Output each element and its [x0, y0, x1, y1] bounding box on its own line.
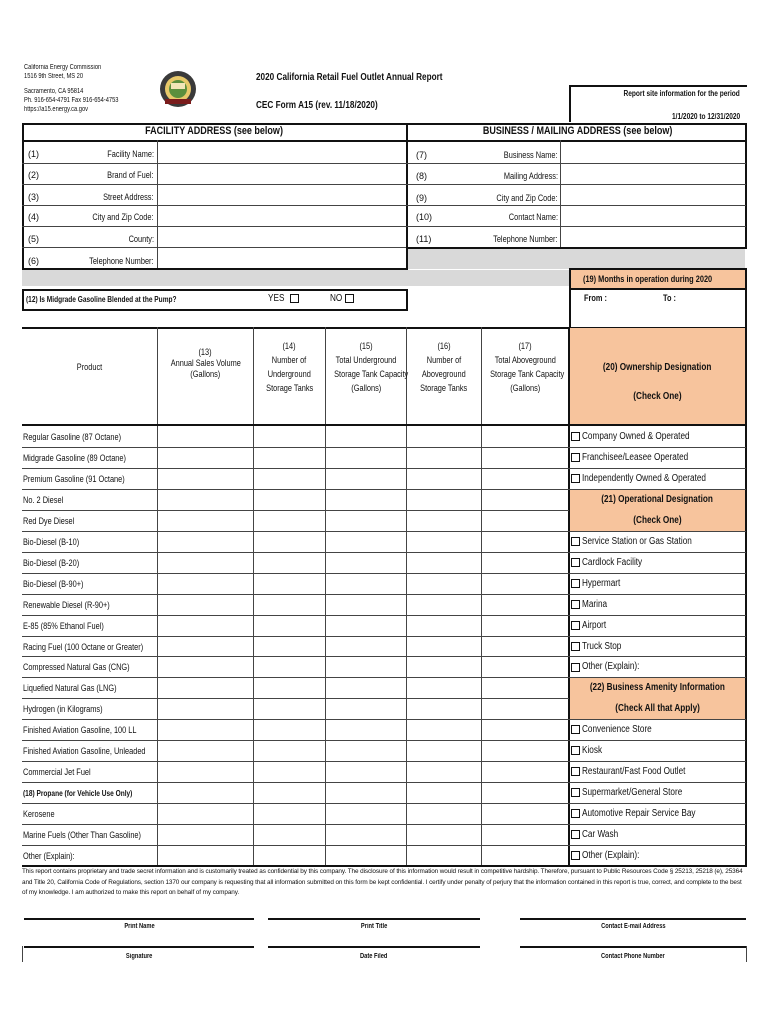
contact-phone-label: Contact Phone Number — [601, 953, 665, 960]
ug-capacity-cell[interactable] — [326, 532, 405, 551]
fuel-brand-label: Brand of Fuel: — [107, 170, 154, 180]
product-label: Regular Gasoline (87 Octane) — [23, 432, 122, 442]
ug-tank-count-cell[interactable] — [254, 595, 324, 614]
ownership-option[interactable]: Independently Owned & Operated — [571, 473, 733, 484]
ownership-sub: (Check One) — [633, 391, 682, 402]
ug-capacity-cell[interactable] — [326, 616, 405, 635]
ag-capacity-cell[interactable] — [482, 699, 567, 718]
product-label: Racing Fuel (100 Octane or Greater) — [23, 641, 144, 652]
ug-capacity-cell[interactable] — [326, 657, 405, 676]
midgrade-yes[interactable]: YES — [268, 293, 285, 304]
facility-phone-field[interactable] — [158, 251, 405, 267]
ag-tank-count-cell[interactable] — [407, 553, 480, 572]
ug-capacity-cell[interactable] — [326, 490, 405, 509]
city-zip-label: City and Zip Code: — [92, 212, 154, 222]
operational-option[interactable]: Hypermart — [571, 578, 629, 589]
annual-sales-cell[interactable] — [158, 427, 252, 446]
ug-capacity-cell[interactable] — [326, 678, 405, 697]
amenity-option[interactable]: Convenience Store — [571, 724, 667, 735]
ug-tank-count-cell[interactable] — [254, 699, 324, 718]
ug-capacity-cell[interactable] — [326, 825, 405, 844]
ug-capacity-cell[interactable] — [326, 741, 405, 760]
ownership-header-bg — [570, 328, 745, 424]
ag-capacity-cell[interactable] — [482, 490, 567, 509]
contact-email-label: Contact E-mail Address — [600, 923, 666, 930]
ug-capacity-cell[interactable] — [326, 699, 405, 718]
facility-row: (1) — [28, 149, 39, 159]
ag-capacity-cell[interactable] — [482, 720, 567, 739]
period-label: Report site information for the period — [623, 89, 740, 98]
ag-tank-count-cell[interactable] — [407, 846, 480, 865]
ag-tank-count-cell[interactable] — [407, 616, 480, 635]
ownership-option[interactable]: Franchisee/Leasee Operated — [571, 452, 712, 463]
ag-tank-count-cell[interactable] — [407, 804, 480, 823]
ug-capacity-cell[interactable] — [326, 846, 405, 865]
ag-tank-count-cell[interactable] — [407, 511, 480, 530]
amenity-option[interactable]: Automotive Repair Service Bay — [571, 808, 720, 819]
ag-tank-count-cell[interactable] — [407, 595, 480, 614]
ag-capacity-cell[interactable] — [482, 783, 567, 802]
business-phone-field[interactable] — [561, 230, 744, 246]
ug-tank-count-cell[interactable] — [254, 804, 324, 823]
midgrade-no-checkbox[interactable] — [345, 294, 354, 303]
ug-capacity-cell[interactable] — [326, 595, 405, 614]
operational-header-title: (21) Operational Designation — [601, 493, 714, 505]
ug-tank-count-cell[interactable] — [254, 741, 324, 760]
annual-sales-cell[interactable] — [158, 448, 252, 467]
period-value: 1/1/2020 to 12/31/2020 — [671, 112, 740, 121]
print-name-label: Print Name — [123, 923, 155, 930]
col-15-header: (15) Total Underground Storage Tank Capacity (Gallons) — [334, 341, 409, 393]
product-label: Bio-Diesel (B-20) — [23, 557, 80, 568]
ag-tank-count-cell[interactable] — [407, 532, 480, 551]
ag-tank-count-cell[interactable] — [407, 783, 480, 802]
ag-capacity-cell[interactable] — [482, 846, 567, 865]
agency-url[interactable]: https://a15.energy.ca.gov — [24, 106, 89, 113]
ug-tank-count-cell[interactable] — [254, 825, 324, 844]
annual-sales-cell[interactable] — [158, 511, 252, 530]
checkbox[interactable] — [571, 725, 580, 734]
checkbox[interactable] — [571, 642, 580, 651]
ug-capacity-cell[interactable] — [326, 448, 405, 467]
amenity-option[interactable]: Other (Explain): — [571, 850, 652, 861]
months-from-label: From : — [584, 293, 607, 303]
ag-tank-count-cell[interactable] — [407, 825, 480, 844]
ag-tank-count-cell[interactable] — [407, 490, 480, 509]
facility-name-label: Facility Name: — [107, 149, 154, 159]
amenity-option[interactable]: Supermarket/General Store — [571, 787, 704, 798]
ag-tank-count-cell[interactable] — [407, 720, 480, 739]
amenity-header-sub: (Check All that Apply) — [615, 703, 700, 715]
contact-email-line[interactable] — [520, 918, 746, 920]
amenity-header-title: (22) Business Amenity Information — [589, 682, 726, 694]
ug-tank-count-cell[interactable] — [254, 511, 324, 530]
product-label: Renewable Diesel (R-90+) — [23, 599, 110, 610]
cec-seal-icon — [159, 68, 197, 110]
ug-capacity-cell[interactable] — [326, 762, 405, 781]
date-filed-label: Date Filed — [360, 953, 388, 960]
facility-name-field[interactable] — [158, 146, 405, 162]
product-label: Commercial Jet Fuel — [23, 767, 91, 778]
annual-sales-cell[interactable] — [158, 741, 252, 760]
checkbox[interactable] — [571, 851, 580, 860]
ag-capacity-cell[interactable] — [482, 595, 567, 614]
signature-line[interactable] — [24, 946, 254, 948]
mailing-address-label: Mailing Address: — [503, 171, 558, 181]
annual-sales-cell[interactable] — [158, 553, 252, 572]
checkbox[interactable] — [571, 663, 580, 672]
annual-sales-cell[interactable] — [158, 846, 252, 865]
product-label: Premium Gasoline (91 Octane) — [23, 473, 125, 484]
annual-sales-cell[interactable] — [158, 699, 252, 718]
amenity-option[interactable]: Car Wash — [571, 829, 626, 840]
ag-tank-count-cell[interactable] — [407, 699, 480, 718]
annual-sales-cell[interactable] — [158, 616, 252, 635]
annual-sales-cell[interactable] — [158, 469, 252, 488]
ug-capacity-cell[interactable] — [326, 511, 405, 530]
ag-capacity-cell[interactable] — [482, 469, 567, 488]
annual-sales-cell[interactable] — [158, 720, 252, 739]
mailing-address-field[interactable] — [561, 167, 744, 183]
product-label: Bio-Diesel (B-10) — [23, 536, 80, 547]
ag-capacity-cell[interactable] — [482, 427, 567, 446]
ug-capacity-cell[interactable] — [326, 427, 405, 446]
col-product-header: Product — [76, 362, 103, 372]
annual-sales-cell[interactable] — [158, 825, 252, 844]
ug-tank-count-cell[interactable] — [254, 657, 324, 676]
col-14-header: (14) Number of Underground Storage Tanks — [265, 341, 314, 393]
months-to-field[interactable] — [680, 291, 742, 305]
ag-tank-count-cell[interactable] — [407, 741, 480, 760]
checkbox[interactable] — [571, 579, 580, 588]
ug-capacity-cell[interactable] — [326, 720, 405, 739]
confidentiality-statement: This report contains proprietary and trade secret information and is customarily treated as confidential by this company. The disclosure of this information would result in competitive hardship. Therefore, pursuant to Public Resources Code § 25213, 25218 (e), 25364 and Title 20, California Code of Regulations, section 1370 our company is requesting that all information submitted on this form be kept confidential. I certify under penalty of perjury that the information contained in this report is true, correct, and complete to the best of my knowledge. I am authorized to make this report on behalf of my company. — [22, 868, 743, 896]
col-16-header: (16) Number of Aboveground Storage Tanks — [420, 341, 468, 393]
ug-capacity-cell[interactable] — [326, 553, 405, 572]
county-field[interactable] — [158, 230, 405, 246]
business-name-label: Business Name: — [504, 150, 558, 160]
ug-capacity-cell[interactable] — [326, 783, 405, 802]
ug-tank-count-cell[interactable] — [254, 762, 324, 781]
facility-phone-label: Telephone Number: — [89, 256, 154, 266]
checkbox[interactable] — [571, 788, 580, 797]
checkbox[interactable] — [571, 453, 580, 462]
ag-capacity-cell[interactable] — [482, 637, 567, 656]
ug-capacity-cell[interactable] — [326, 574, 405, 593]
ug-tank-count-cell[interactable] — [254, 427, 324, 446]
facility-header: FACILITY ADDRESS (see below) — [145, 125, 284, 137]
product-label: Marine Fuels (Other Than Gasoline) — [23, 830, 142, 841]
street-address-label: Street Address: — [103, 192, 154, 202]
contact-name-label: Contact Name: — [508, 212, 558, 222]
product-label: Midgrade Gasoline (89 Octane) — [23, 452, 126, 463]
ag-capacity-cell[interactable] — [482, 574, 567, 593]
col-17-header: (17) Total Aboveground Storage Tank Capacity (Gallons) — [490, 341, 565, 393]
operational-option[interactable]: Service Station or Gas Station — [571, 536, 716, 547]
operational-option[interactable]: Cardlock Facility — [571, 557, 655, 568]
ug-tank-count-cell[interactable] — [254, 616, 324, 635]
form-number: CEC Form A15 (rev. 11/18/2020) — [256, 100, 378, 111]
fuel-brand-field[interactable] — [158, 167, 405, 183]
checkbox[interactable] — [571, 767, 580, 776]
contact-phone-line[interactable] — [520, 946, 746, 948]
agency-city: Sacramento, CA 95814 — [24, 88, 84, 95]
ag-tank-count-cell[interactable] — [407, 678, 480, 697]
ug-tank-count-cell[interactable] — [254, 553, 324, 572]
col-13-header: (13) Annual Sales Volume (Gallons) — [170, 347, 241, 379]
product-label: Kerosene — [23, 809, 55, 820]
annual-sales-cell[interactable] — [158, 783, 252, 802]
checkbox[interactable] — [571, 830, 580, 839]
checkbox[interactable] — [571, 600, 580, 609]
checkbox[interactable] — [571, 474, 580, 483]
business-city-zip-label: City and Zip Code: — [496, 193, 558, 203]
ag-capacity-cell[interactable] — [482, 825, 567, 844]
county-label: County: — [128, 234, 154, 244]
ug-capacity-cell[interactable] — [326, 637, 405, 656]
print-name-line[interactable] — [24, 918, 254, 920]
ug-capacity-cell[interactable] — [326, 469, 405, 488]
annual-sales-cell[interactable] — [158, 574, 252, 593]
report-title: 2020 California Retail Fuel Outlet Annual Report — [256, 72, 443, 83]
product-label: Liquefied Natural Gas (LNG) — [23, 683, 117, 694]
business-header: BUSINESS / MAILING ADDRESS (see below) — [482, 125, 673, 137]
product-label: (18) Propane (for Vehicle Use Only) — [23, 789, 133, 799]
product-label: Compressed Natural Gas (CNG) — [23, 662, 130, 673]
business-city-zip-field[interactable] — [561, 188, 744, 204]
ug-tank-count-cell[interactable] — [254, 720, 324, 739]
operational-option[interactable]: Marina — [571, 599, 613, 610]
agency-name: California Energy Commission — [24, 64, 102, 71]
ug-tank-count-cell[interactable] — [254, 574, 324, 593]
ag-capacity-cell[interactable] — [482, 762, 567, 781]
ag-capacity-cell[interactable] — [482, 657, 567, 676]
product-label: Finished Aviation Gasoline, Unleaded — [23, 746, 146, 757]
ug-tank-count-cell[interactable] — [254, 846, 324, 865]
annual-sales-cell[interactable] — [158, 490, 252, 509]
date-filed-line[interactable] — [268, 946, 480, 948]
ug-tank-count-cell[interactable] — [254, 678, 324, 697]
annual-sales-cell[interactable] — [158, 637, 252, 656]
ug-tank-count-cell[interactable] — [254, 783, 324, 802]
ag-tank-count-cell[interactable] — [407, 469, 480, 488]
product-label: Red Dye Diesel — [23, 515, 75, 526]
ag-tank-count-cell[interactable] — [407, 448, 480, 467]
ug-tank-count-cell[interactable] — [254, 532, 324, 551]
operational-option[interactable]: Truck Stop — [571, 641, 630, 652]
midgrade-question: (12) Is Midgrade Gasoline Blended at the Pump? — [26, 295, 177, 304]
ag-capacity-cell[interactable] — [482, 616, 567, 635]
product-label: E-85 (85% Ethanol Fuel) — [23, 620, 104, 631]
checkbox[interactable] — [571, 558, 580, 567]
product-label: Hydrogen (in Kilograms) — [23, 704, 103, 715]
city-zip-field[interactable] — [158, 209, 405, 225]
ug-tank-count-cell[interactable] — [254, 469, 324, 488]
business-name-field[interactable] — [561, 146, 744, 162]
annual-sales-cell[interactable] — [158, 532, 252, 551]
checkbox[interactable] — [571, 809, 580, 818]
ag-tank-count-cell[interactable] — [407, 637, 480, 656]
annual-sales-cell[interactable] — [158, 762, 252, 781]
ag-tank-count-cell[interactable] — [407, 427, 480, 446]
amenity-option[interactable]: Kiosk — [571, 745, 606, 756]
grey-band — [408, 249, 745, 269]
ag-capacity-cell[interactable] — [482, 804, 567, 823]
signature-label: Signature — [125, 953, 153, 960]
ownership-option[interactable]: Company Owned & Operated — [571, 431, 713, 442]
annual-sales-cell[interactable] — [158, 595, 252, 614]
agency-block — [24, 63, 139, 114]
product-label: Bio-Diesel (B-90+) — [23, 578, 84, 589]
ag-capacity-cell[interactable] — [482, 553, 567, 572]
ag-capacity-cell[interactable] — [482, 741, 567, 760]
ug-capacity-cell[interactable] — [326, 804, 405, 823]
ag-capacity-cell[interactable] — [482, 678, 567, 697]
ug-tank-count-cell[interactable] — [254, 490, 324, 509]
product-label: Other (Explain): — [23, 851, 75, 861]
ug-tank-count-cell[interactable] — [254, 637, 324, 656]
checkbox[interactable] — [571, 621, 580, 630]
midgrade-no[interactable]: NO — [330, 293, 343, 304]
operational-header-sub: (Check One) — [633, 514, 682, 526]
operational-option[interactable]: Airport — [571, 620, 611, 631]
product-label: No. 2 Diesel — [23, 494, 64, 505]
business-phone-label: Telephone Number: — [493, 234, 558, 244]
ag-capacity-cell[interactable] — [482, 511, 567, 530]
checkbox[interactable] — [571, 432, 580, 441]
months-from-field[interactable] — [612, 291, 658, 305]
ag-tank-count-cell[interactable] — [407, 574, 480, 593]
ag-capacity-cell[interactable] — [482, 532, 567, 551]
annual-sales-cell[interactable] — [158, 657, 252, 676]
print-title-label: Print Title — [360, 923, 388, 930]
checkbox[interactable] — [571, 746, 580, 755]
print-title-line[interactable] — [268, 918, 480, 920]
ownership-title: (20) Ownership Designation — [603, 362, 712, 373]
midgrade-yes-checkbox[interactable] — [290, 294, 299, 303]
contact-name-field[interactable] — [561, 209, 744, 225]
checkbox[interactable] — [571, 537, 580, 546]
agency-street: 1516 9th Street, MS 20 — [24, 73, 84, 80]
annual-sales-cell[interactable] — [158, 678, 252, 697]
ug-tank-count-cell[interactable] — [254, 448, 324, 467]
months-header: (19) Months in operation during 2020 — [583, 274, 713, 284]
amenity-option[interactable]: Restaurant/Fast Food Outlet — [571, 766, 708, 777]
annual-sales-cell[interactable] — [158, 804, 252, 823]
agency-phone: Ph. 916-654-4791 Fax 916-654-4753 — [24, 97, 119, 104]
operational-option[interactable]: Other (Explain): — [571, 661, 652, 672]
ag-capacity-cell[interactable] — [482, 448, 567, 467]
ag-tank-count-cell[interactable] — [407, 762, 480, 781]
product-label: Finished Aviation Gasoline, 100 LL — [23, 725, 137, 736]
ag-tank-count-cell[interactable] — [407, 657, 480, 676]
street-address-field[interactable] — [158, 188, 405, 204]
months-to-label: To : — [663, 293, 676, 303]
